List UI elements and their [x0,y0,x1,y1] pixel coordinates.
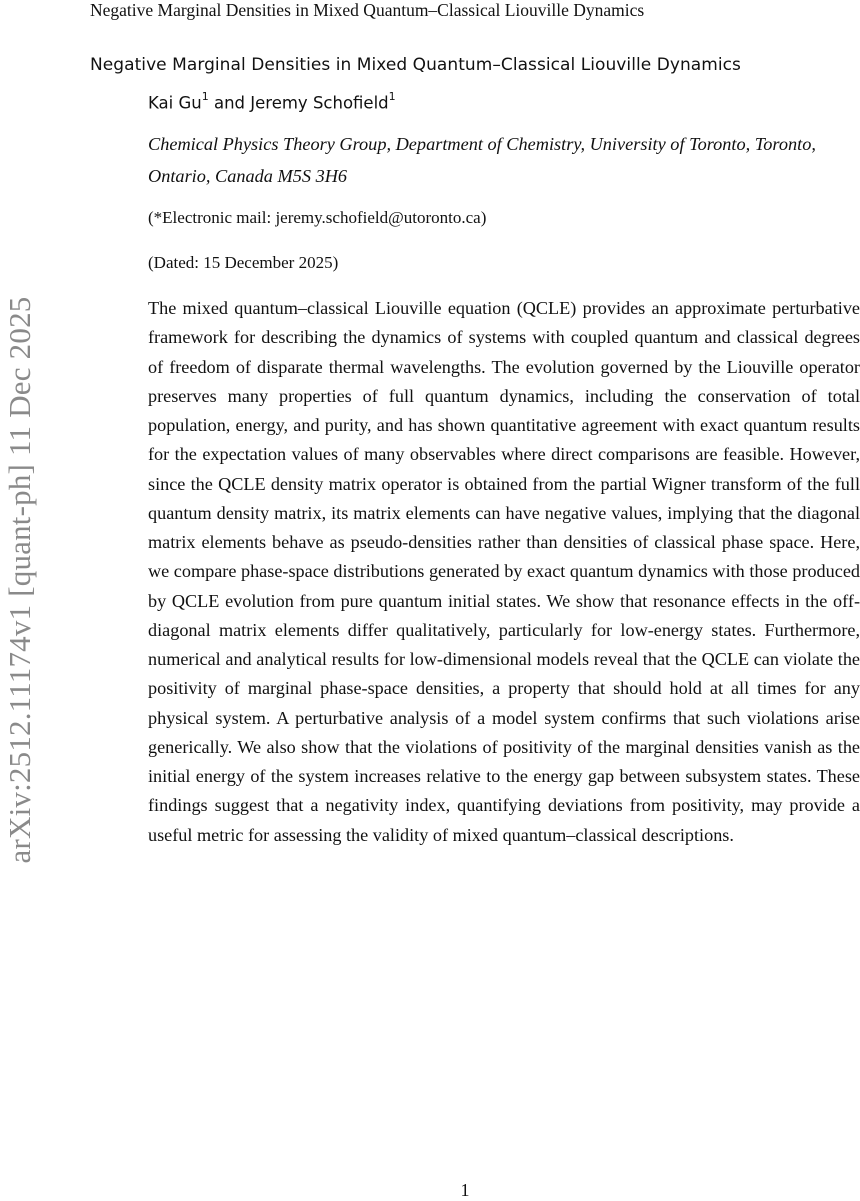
corresponding-email: (*Electronic mail: jeremy.schofield@utoronto.ca) [148,208,487,227]
running-head: Negative Marginal Densities in Mixed Quantum–Classical Liouville Dynamics [90,0,645,20]
arxiv-stamp [0,0,40,1200]
author-name: Kai Gu [148,93,202,113]
date-line: (Dated: 15 December 2025) [148,253,339,272]
arxiv-identifier: arXiv:2512.11174v1 [quant-ph] 11 Dec 2025 [2,296,37,864]
author-name: Jeremy Schofield [250,93,389,113]
author-list [148,92,396,113]
paper-title: Negative Marginal Densities in Mixed Quantum–Classical Liouville Dynamics [90,55,741,75]
affiliation-marker: 1 [388,90,396,103]
author-conjunction: and [208,93,251,113]
page-number: 1 [460,1180,470,1200]
abstract: The mixed quantum–classical Liouville equation (QCLE) provides an approximate perturbative framework for describing the dynamics of systems with coupled quantum and classical degrees of freedom of disparate thermal wavelengths. The evolution governed by the Liouville operator preserves many properties of full quantum dynamics, including the conservation of total population, energy, and purity, and has shown quantitative agreement with exact quantum results for the expectation values of many observables where direct comparisons are feasible. However, since the QCLE density matrix operator is obtained from the partial Wigner transform of the full quantum density matrix, its matrix elements can have negative values, implying that the diagonal matrix elements behave as pseudo-densities rather than densities of classical phase space. Here, we compare phase-space distributions generated by exact quantum dynamics with those produced by QCLE evolution from pure quantum initial states. We show that resonance effects in the off-diagonal matrix elements differ qualitatively, particularly for low-energy states. Furthermore, numerical and analytical results for low-dimensional models reveal that the QCLE can violate the positivity of marginal phase-space densities, a property that should hold at all times for any physical system. A perturbative analysis of a model system confirms that such violations arise generically. We also show that the violations of positivity of the marginal densities vanish as the initial energy of the system increases relative to the energy gap between subsystem states. These findings suggest that a negativity index, quantifying deviations from positivity, may provide a useful metric for assessing the validity of mixed quantum–classical descriptions. [148,298,860,845]
affiliation: Chemical Physics Theory Group, Department of Chemistry, University of Toronto, Toronto, Ontario, Canada M5S 3H6 [148,134,816,186]
affiliation-marker: 1 [201,90,209,103]
